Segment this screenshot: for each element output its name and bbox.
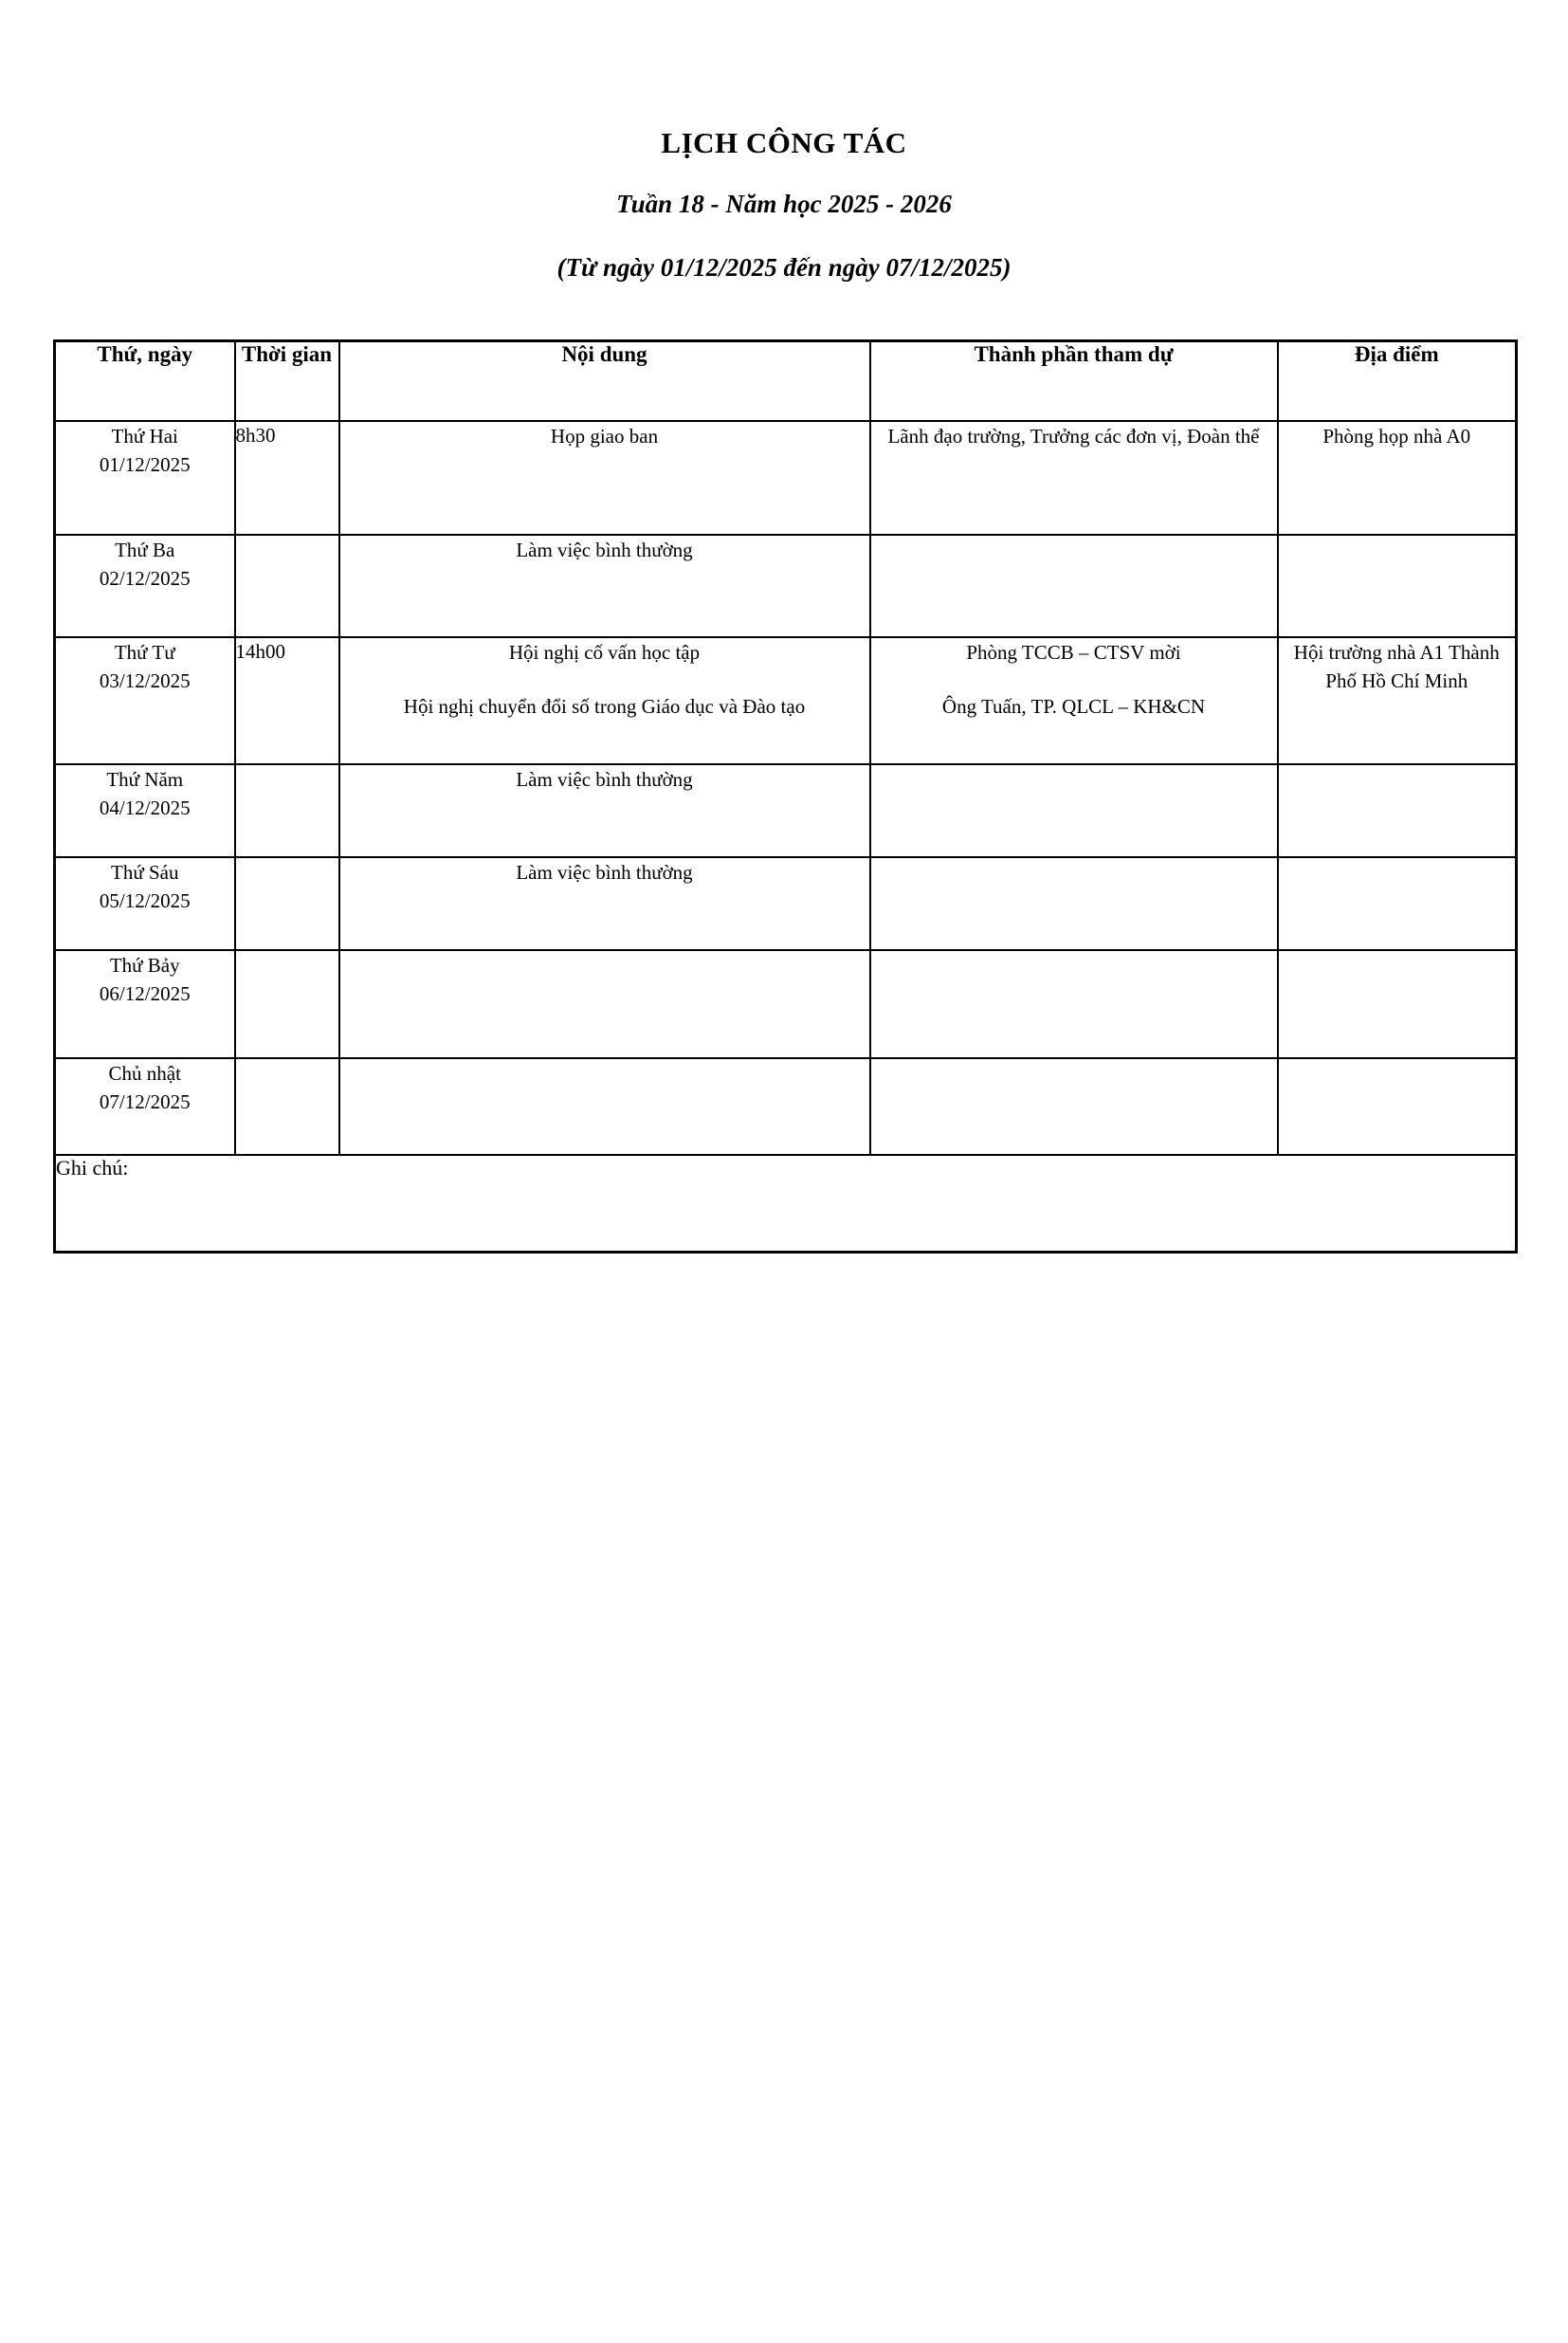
day-date: 06/12/2025: [99, 982, 191, 1006]
day-name: Thứ Sáu: [111, 860, 179, 884]
column-header-time: Thời gian: [235, 340, 339, 421]
page-title: LỊCH CÔNG TÁC: [661, 126, 907, 159]
cell-time: 8h30: [235, 421, 339, 535]
cell-day: [55, 857, 235, 950]
cell-location: Hội trường nhà A1 Thành Phố Hồ Chí Minh: [1278, 637, 1517, 764]
day-name: Thứ Bảy: [109, 953, 180, 977]
document-page: [0, 125, 1568, 2343]
day-date: 07/12/2025: [99, 1090, 191, 1114]
cell-location: Phòng họp nhà A0: [1278, 421, 1517, 535]
schedule-table-wrapper: [53, 339, 1515, 1254]
cell-time: [235, 1058, 339, 1155]
footer-note: Ghi chú:: [55, 1155, 1517, 1253]
column-header-content: Nội dung: [339, 340, 870, 421]
cell-location: [1278, 764, 1517, 857]
cell-content: [339, 535, 870, 637]
cell-content: [339, 421, 870, 535]
day-name: Thứ Tư: [114, 640, 175, 664]
cell-participants: [870, 637, 1278, 764]
table-row: [55, 764, 1517, 857]
cell-location: [1278, 857, 1517, 950]
day-name: Thứ Ba: [115, 538, 175, 561]
cell-content: [339, 1058, 870, 1155]
table-row: [55, 950, 1517, 1058]
column-header-day: Thứ, ngày: [55, 340, 235, 421]
cell-participants: [870, 535, 1278, 637]
cell-time: [235, 535, 339, 637]
cell-day: [55, 535, 235, 637]
day-date: 04/12/2025: [99, 796, 191, 820]
cell-content: [339, 764, 870, 857]
content-line-1: Làm việc bình thường: [516, 767, 693, 791]
document-date-range: (Từ ngày 01/12/2025 đến ngày 07/12/2025): [556, 252, 1012, 282]
table-row: [55, 421, 1517, 535]
day-name: Chủ nhật: [108, 1061, 181, 1085]
table-header-row: [55, 340, 1517, 421]
content-line-1: Làm việc bình thường: [516, 860, 693, 884]
document-header: [0, 125, 1568, 283]
cell-day: [55, 637, 235, 764]
cell-time: [235, 764, 339, 857]
column-header-participants: Thành phần tham dự: [870, 340, 1278, 421]
document-subtitle: Tuần 18 - Năm học 2025 - 2026: [616, 190, 952, 219]
cell-location: [1278, 535, 1517, 637]
cell-time: [235, 950, 339, 1058]
day-name: Thứ Năm: [106, 767, 184, 791]
participants-line-1: Lãnh đạo trường, Trưởng các đơn vị, Đoàn thể: [887, 424, 1260, 448]
day-name: Thứ Hai: [111, 424, 178, 448]
column-header-location: Địa điểm: [1278, 340, 1517, 421]
cell-time: [235, 857, 339, 950]
table-row: [55, 535, 1517, 637]
table-footer-row: [55, 1155, 1517, 1253]
cell-day: [55, 421, 235, 535]
table-row: [55, 857, 1517, 950]
cell-content: [339, 950, 870, 1058]
cell-day: [55, 1058, 235, 1155]
content-line-1: Hội nghị cố vấn học tập: [508, 640, 701, 664]
content-line-2: Hội nghị chuyển đổi số trong Giáo dục và Đào tạo: [403, 695, 806, 719]
day-date: 03/12/2025: [99, 669, 191, 693]
day-date: 05/12/2025: [99, 889, 191, 913]
participants-line-1: Phòng TCCB – CTSV mời: [966, 640, 1181, 664]
table-row: [55, 1058, 1517, 1155]
cell-participants: [870, 1058, 1278, 1155]
participants-line-2: Ông Tuấn, TP. QLCL – KH&CN: [941, 695, 1206, 719]
cell-location: [1278, 950, 1517, 1058]
content-line-1: Làm việc bình thường: [516, 538, 693, 561]
cell-content: [339, 637, 870, 764]
day-date: 01/12/2025: [99, 453, 191, 477]
cell-day: [55, 950, 235, 1058]
cell-time: 14h00: [235, 637, 339, 764]
cell-participants: [870, 764, 1278, 857]
table-row: [55, 637, 1517, 764]
day-date: 02/12/2025: [99, 567, 191, 591]
schedule-table: [53, 339, 1518, 1254]
cell-day: [55, 764, 235, 857]
cell-location: [1278, 1058, 1517, 1155]
cell-participants: [870, 421, 1278, 535]
cell-participants: [870, 950, 1278, 1058]
cell-participants: [870, 857, 1278, 950]
content-line-1: Họp giao ban: [550, 424, 659, 448]
cell-content: [339, 857, 870, 950]
